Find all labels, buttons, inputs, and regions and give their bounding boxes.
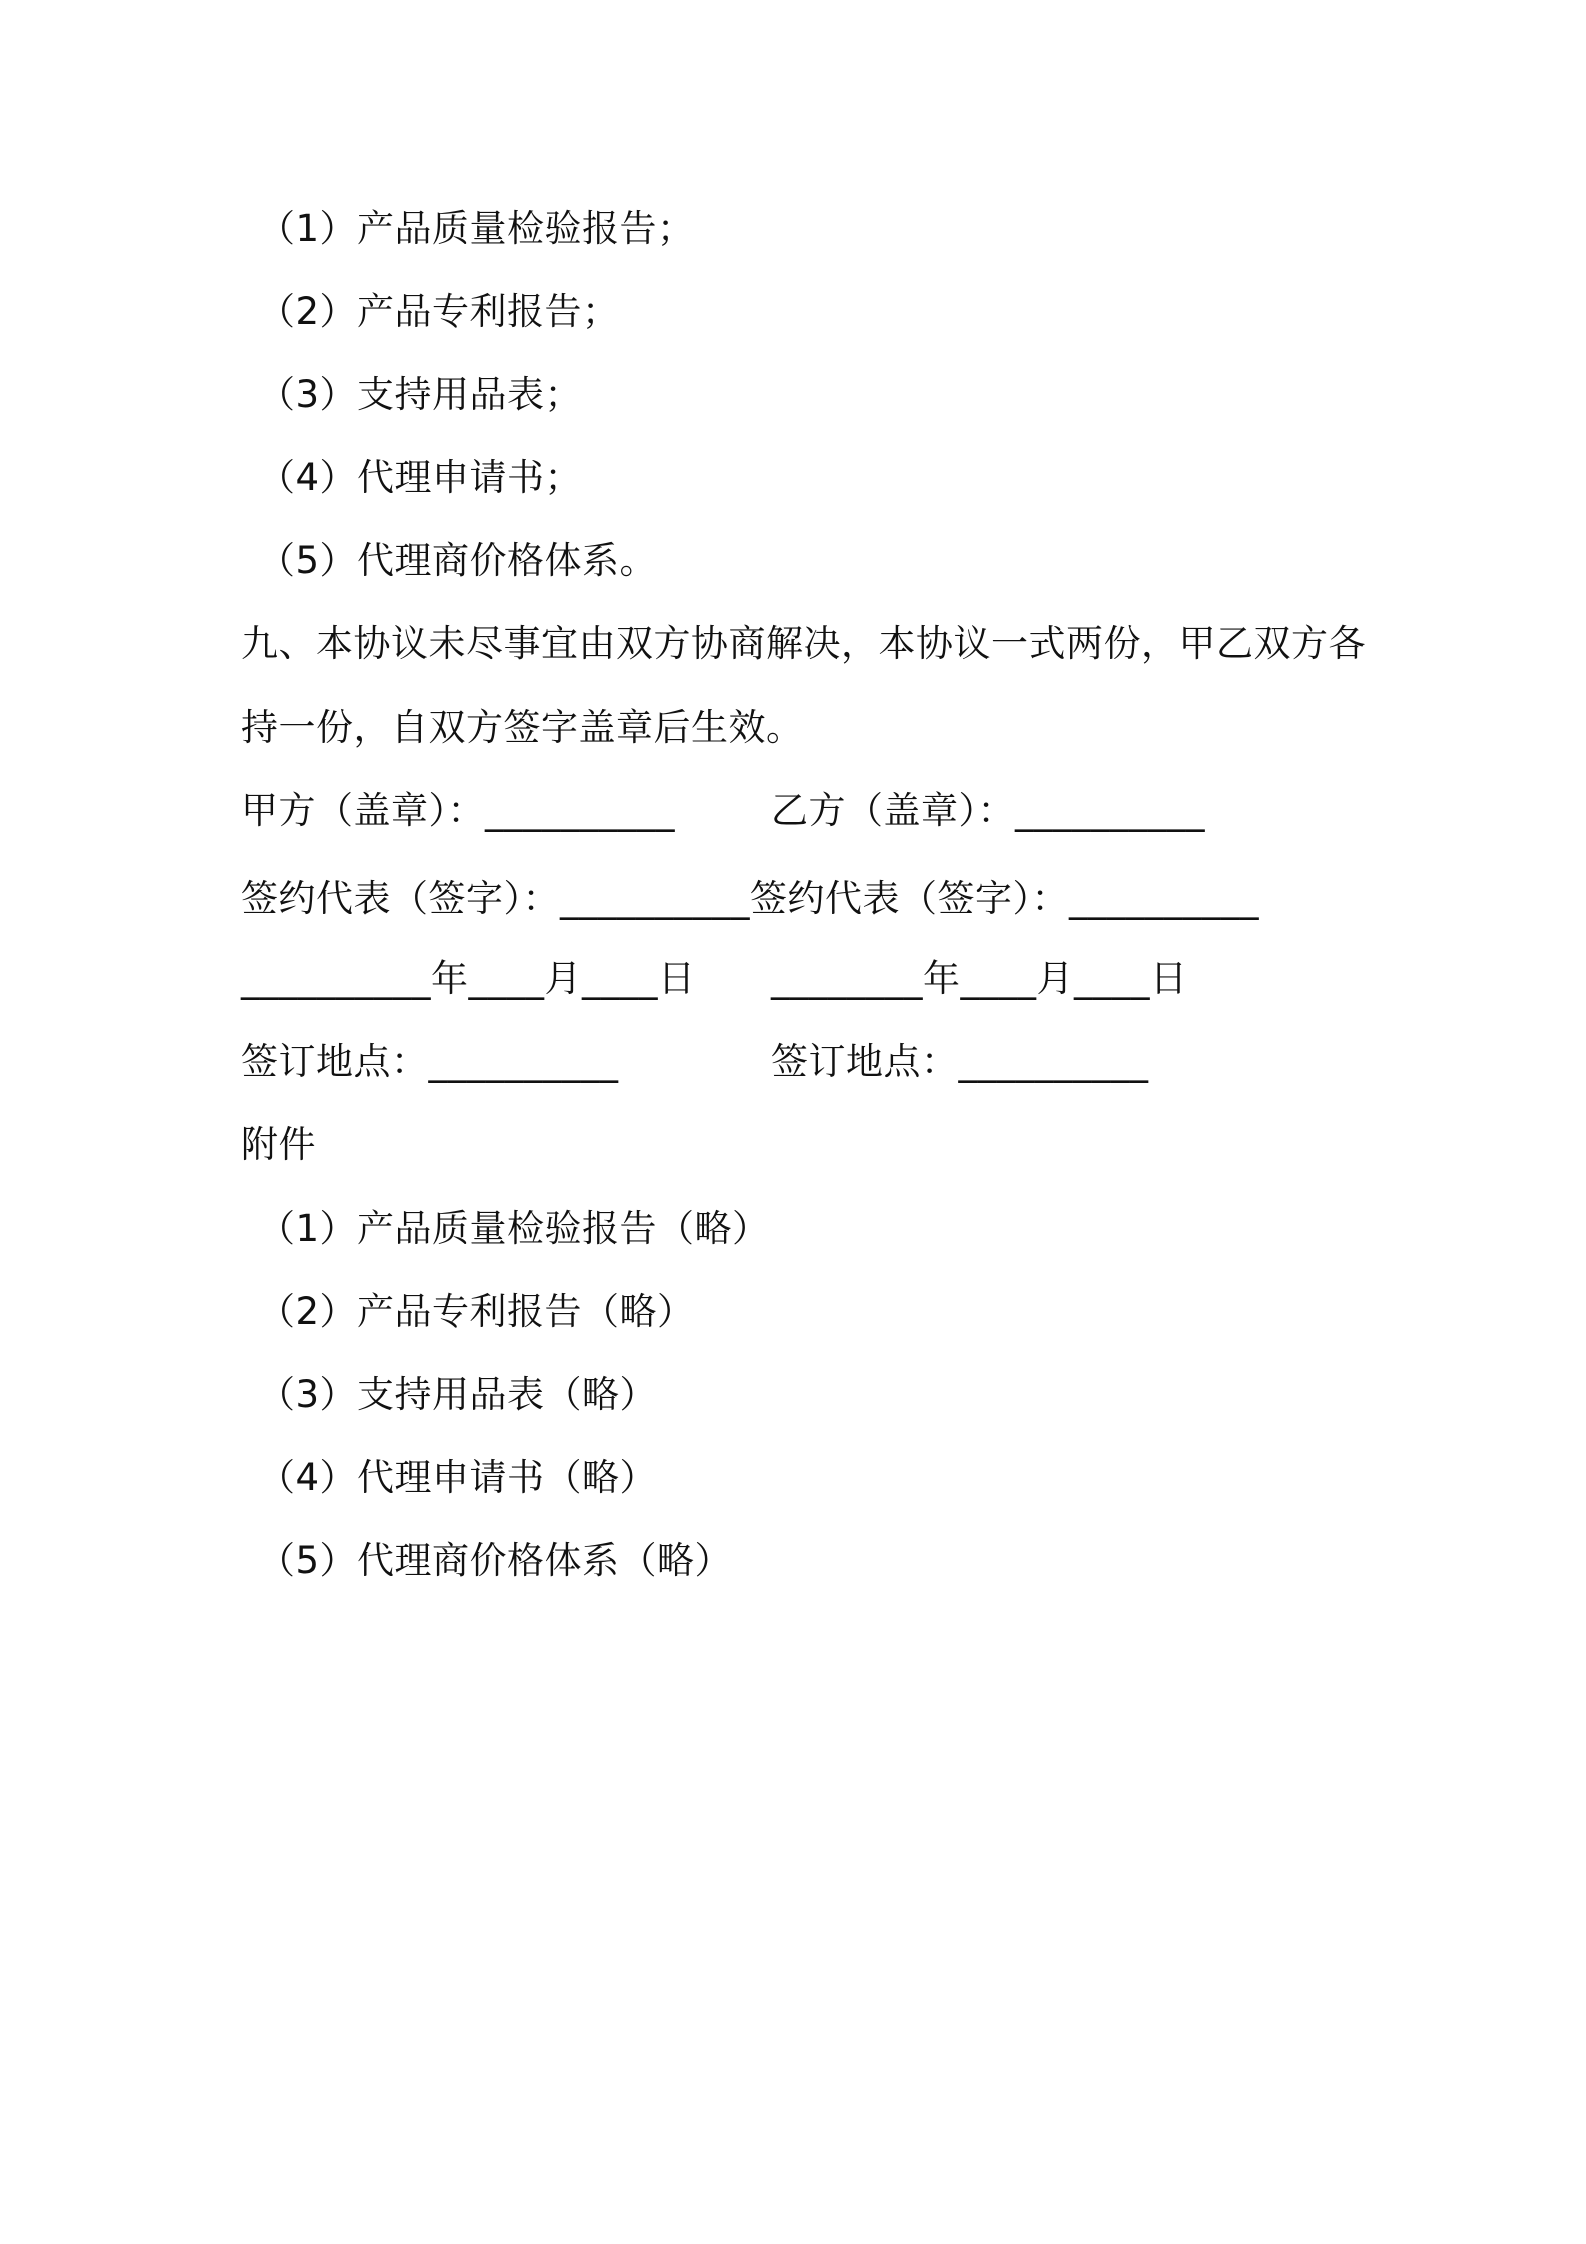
signing-rep-b: 签约代表（签字）：__________ (750, 877, 1259, 920)
signing-rep-a: 签约代表（签字）：__________ (241, 877, 750, 920)
clause-text: 九、本协议未尽事宜由双方协商解决，本协议一式两份，甲乙双方各 (241, 622, 1366, 665)
signing-date-a: __________年____月____日 (241, 957, 696, 1000)
party-b-seal: 乙方（盖章）：__________ (771, 789, 1205, 832)
signing-date-b: ________年____月____日 (771, 957, 1188, 1000)
list-item: （5）代理商价格体系。 (258, 539, 658, 582)
list-item: （1）产品质量检验报告； (258, 207, 695, 250)
attachment-item: （3）支持用品表（略） (258, 1373, 658, 1416)
attachment-item: （2）产品专利报告（略） (258, 1290, 695, 1333)
attachments-title: 附件 (241, 1123, 316, 1166)
signing-place-b: 签订地点：__________ (771, 1040, 1149, 1083)
list-item: （4）代理申请书； (258, 456, 583, 499)
clause-text: 持一份，自双方签字盖章后生效。 (241, 706, 804, 749)
list-item: （3）支持用品表； (258, 373, 583, 416)
attachment-item: （5）代理商价格体系（略） (258, 1539, 733, 1582)
signing-place-a: 签订地点：__________ (241, 1040, 619, 1083)
party-a-seal: 甲方（盖章）：__________ (241, 789, 675, 832)
list-item: （2）产品专利报告； (258, 290, 620, 333)
attachment-item: （4）代理申请书（略） (258, 1456, 658, 1499)
attachment-item: （1）产品质量检验报告（略） (258, 1207, 770, 1250)
